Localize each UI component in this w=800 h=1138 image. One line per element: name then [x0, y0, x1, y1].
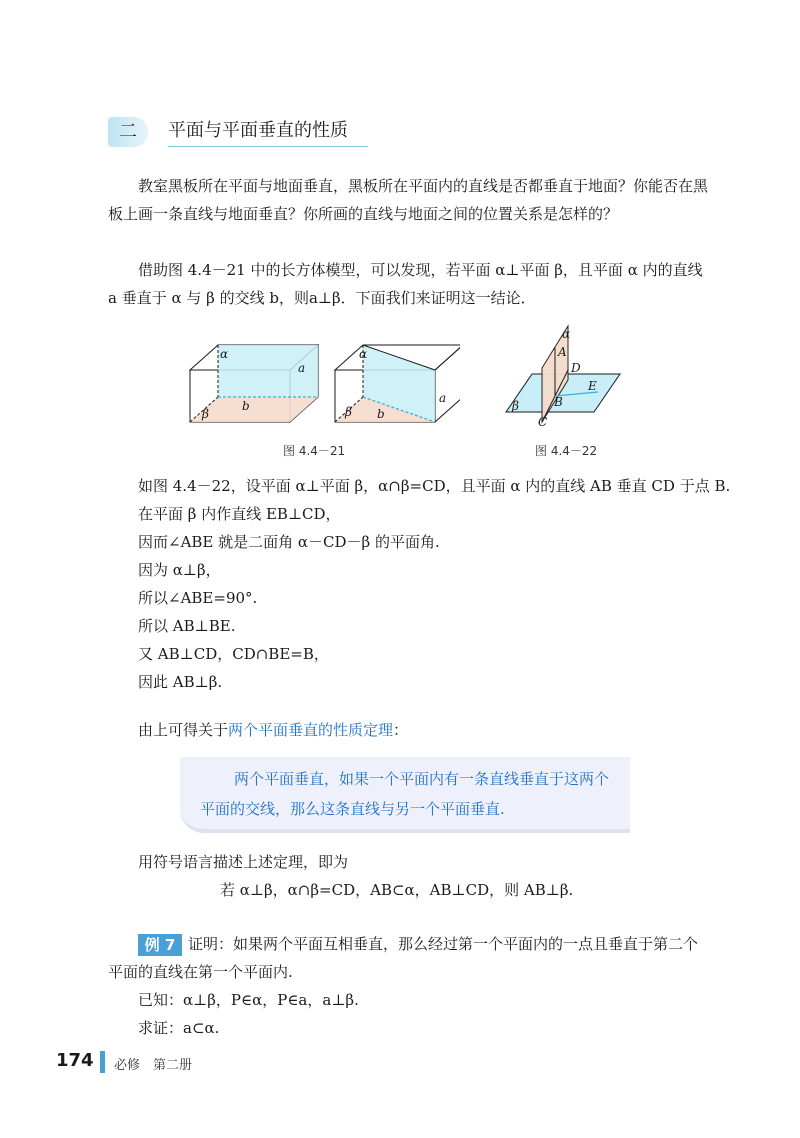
theorem-intro-suffix: ： [393, 721, 409, 739]
label-C: C [538, 415, 548, 429]
proof-line-1: 如图 4.4－22，设平面 α⊥平面 β，α∩β=CD，且平面 α 内的直线 AB 垂直 CD 于点 B. [138, 477, 731, 495]
label-beta: β [512, 399, 519, 413]
page-bar [100, 1051, 105, 1073]
label-b: b [242, 399, 250, 413]
proof-line-3: 因而∠ABE 就是二面角 α－CD－β 的平面角. [138, 533, 440, 551]
label-alpha: α [220, 347, 229, 361]
theorem-name: 两个平面垂直的性质定理 [228, 721, 394, 739]
figure-caption-4-4-21: 图 4.4－21 [283, 444, 346, 458]
plane-beta-shade [190, 397, 318, 422]
intro-paragraph: 教室黑板所在平面与地面垂直，黑板所在平面内的直线是否都垂直于地面？你能否在黑板上画一条直线与地面垂直？你所画的直线与地面之间的位置关系是怎样的？ [108, 177, 709, 223]
label-alpha: α [359, 347, 368, 361]
example-text: 证明：如果两个平面互相垂直，那么经过第一个平面内的一点且垂直于第二个平面的直线在第一个平面内. [108, 935, 699, 981]
proof-line-6: 所以 AB⊥BE. [138, 617, 236, 635]
section-number-badge: 二 [108, 117, 148, 147]
book-title: 必修 第二册 [114, 1058, 193, 1073]
model-paragraph: 借助图 4.4－21 中的长方体模型，可以发现，若平面 α⊥平面 β，且平面 α 内的直线 a 垂直于 α 与 β 的交线 b，则a⊥β．下面我们来证明这一结论． [108, 261, 703, 307]
page-number: 174 [56, 1050, 94, 1071]
theorem-text: 两个平面垂直，如果一个平面内有一条直线垂直于这两个平面的交线，那么这条直线与另一个平面垂直. [200, 770, 610, 818]
label-a: a [439, 391, 447, 405]
label-D: D [571, 361, 581, 375]
symbolic-intro: 用符号语言描述上述定理，即为 [138, 853, 349, 871]
example-prove: 求证：a⊂α. [138, 1019, 220, 1037]
cuboid-right [335, 345, 460, 422]
figure-4-4-21 [180, 330, 460, 430]
label-beta: β [202, 407, 209, 421]
label-a: a [298, 361, 306, 375]
proof-line-5: 所以∠ABE=90°. [138, 589, 258, 607]
proof-line-8: 因此 AB⊥β. [138, 673, 223, 691]
proof-line-4: 因为 α⊥β， [138, 561, 221, 579]
proof-line-7: 又 AB⊥CD，CD∩BE=B， [138, 645, 329, 663]
label-b: b [377, 407, 385, 421]
theorem-intro-prefix: 由上可得关于 [138, 721, 229, 739]
symbolic-statement: 若 α⊥β，α∩β=CD，AB⊂α，AB⊥CD，则 AB⊥β. [220, 881, 574, 899]
example-tag: 例 7 [138, 934, 182, 956]
label-alpha: α [562, 327, 571, 341]
section-title: 平面与平面垂直的性质 [168, 118, 368, 147]
label-beta: β [345, 405, 352, 419]
cuboid-left [190, 345, 318, 422]
label-B: B [554, 395, 563, 409]
example-given: 已知：α⊥β，P∈α，P∈a，a⊥β. [138, 991, 359, 1009]
label-A: A [558, 345, 567, 359]
theorem-intro [138, 716, 408, 744]
proof-line-2: 在平面 β 内作直线 EB⊥CD， [138, 505, 341, 523]
figure-caption-4-4-22: 图 4.4－22 [535, 444, 598, 458]
figure-4-4-22 [498, 318, 628, 430]
label-E: E [588, 379, 597, 393]
